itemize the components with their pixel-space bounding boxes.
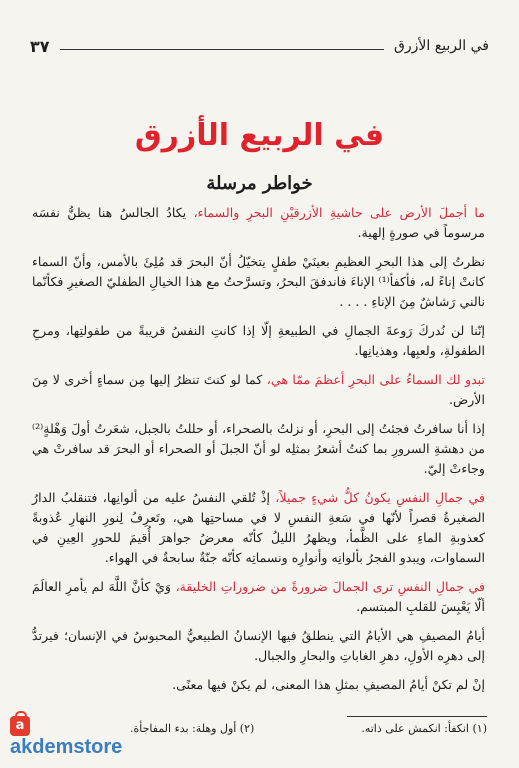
running-header bbox=[30, 36, 489, 56]
paragraph-text: نظرتُ إلى هذا البحرِ العظيمِ بعينَيْ طفلٍ يتخيّلُ أنّ البحرَ قد مُلِئَ بالأمس، وأنّ السماء كانتْ إناءً له، فأكفأ⁽¹⁾ الإناءَ فاندفقَ البحرُ، وتسرَّحتُ مع هذا الخيالِ الطفليّ الصغيرِ فكأنّما نالني رَشاشٌ مِنَ الإناءِ . . . . bbox=[32, 254, 485, 309]
paragraph-text: إذا أنا سافرتُ فجئتُ إلى البحرِ، أو نزلتُ بالصحراء، أو حللتُ بالجبل، شعَرتُ أولَ وَهْلةٍ⁽²⁾ من دهشةِ السرورِ بما كنتُ أشعرُ بمثلِه لو أنّ الجبلَ أو الصحراء أو البحرَ قد سافرتْ هي وجاءتْ إليّ. bbox=[32, 421, 485, 476]
footnote-2: (٢) أول وهلة: بدء المفاجأة. bbox=[130, 722, 255, 735]
paragraph bbox=[32, 577, 485, 617]
paragraph-highlight: ما أجملَ الأرض على حاشيةِ الأزرقيْنِ البحرِ والسماء، bbox=[193, 205, 486, 220]
paragraph-text: إنّنا لن نُدركَ رَوعةَ الجمالِ في الطبيعةِ إلّا إذا كانتِ النفسُ قريبةً من طفولتِها، ومرحِ الطفولةِ، ولعبِها، وهذيانِها. bbox=[32, 323, 485, 358]
paragraph-text: وَيْ كأنَّ اللَّهَ لم يأمرِ العالَمَ ألّا يَعْبِسَ للقلبِ المبتسم. bbox=[32, 579, 485, 614]
header-rule bbox=[60, 49, 384, 50]
footnote-rule bbox=[347, 716, 487, 717]
paragraph-text: إذْ تُلقي النفسُ عليه من ألوانِها، فتنقلبُ الدارُ الصغيرةُ قصراً لأنّها في سَعةِ النفسِ لا في مساحتِها هي، وتَعرِفُ لِنورِ النهارِ عُذوبةً كعذوبةِ الماءِ على الظَّمأ، ويظهرُ الليلُ كأنّه معرضُ جواهرَ أُقيمَ للحورِ العِينِ في السماوات، ويبدو الفجرُ بألوانِه وأنوارِه ونسماتِه كأنّه جنّةٌ سابحةٌ في الهواء. bbox=[32, 490, 485, 565]
paragraph-text: إنْ لم تكنْ أيامُ المصيفِ بمثلِ هذا المعنى، لم يكنْ فيها معنًى. bbox=[172, 677, 485, 692]
paragraph bbox=[32, 203, 485, 243]
paragraph-text: يكادُ الجالسُ هنا يظنُّ نفسَه مرسوماً في صورةٍ إلهية. bbox=[32, 205, 485, 240]
paragraph-text: أيامُ المصيفِ هي الأيامُ التي ينطلقُ فيها الإنسانُ الطبيعيُّ المحبوسُ في الإنسان؛ فيرتدُّ إلى دهرِه الأولِ، دهرِ الغاباتِ والبحارِ والجبال. bbox=[32, 628, 485, 663]
page-number: ٣٧ bbox=[30, 36, 50, 56]
body-text bbox=[32, 203, 485, 704]
logo-letter: a bbox=[15, 718, 25, 733]
chapter-title: في الربيع الأزرق bbox=[134, 118, 385, 153]
store-watermark-logo bbox=[10, 714, 130, 760]
paragraph bbox=[32, 252, 485, 312]
paragraph bbox=[32, 370, 485, 410]
footnote-1: (١) انكفأ: انكمش على ذاته. bbox=[361, 722, 487, 735]
paragraph bbox=[32, 321, 485, 361]
paragraph bbox=[32, 419, 485, 479]
paragraph-highlight: تبدو لك السماءُ على البحرِ أعظمَ ممّا هي، bbox=[266, 372, 485, 387]
shopping-bag-icon bbox=[10, 716, 30, 736]
paragraph-highlight: في جمالِ النفسِ ترى الجمالَ ضرورةً من ضروراتِ الخليقة، bbox=[175, 579, 485, 594]
paragraph bbox=[32, 626, 485, 666]
paragraph-highlight: في جمالِ النفسِ يكونُ كلُّ شيءٍ جميلاً، bbox=[275, 490, 485, 505]
paragraph-text: كما لو كنتَ تنظرُ إليها مِن سماءٍ أخرى لا مِنَ الأرض. bbox=[32, 372, 485, 407]
paragraph bbox=[32, 488, 485, 568]
footnotes bbox=[130, 722, 487, 735]
section-title: خواطر مرسلة bbox=[206, 173, 313, 194]
paragraph bbox=[32, 675, 485, 695]
brand-name: akdemstore bbox=[10, 736, 123, 758]
running-title: في الربيع الأزرق bbox=[394, 38, 489, 54]
